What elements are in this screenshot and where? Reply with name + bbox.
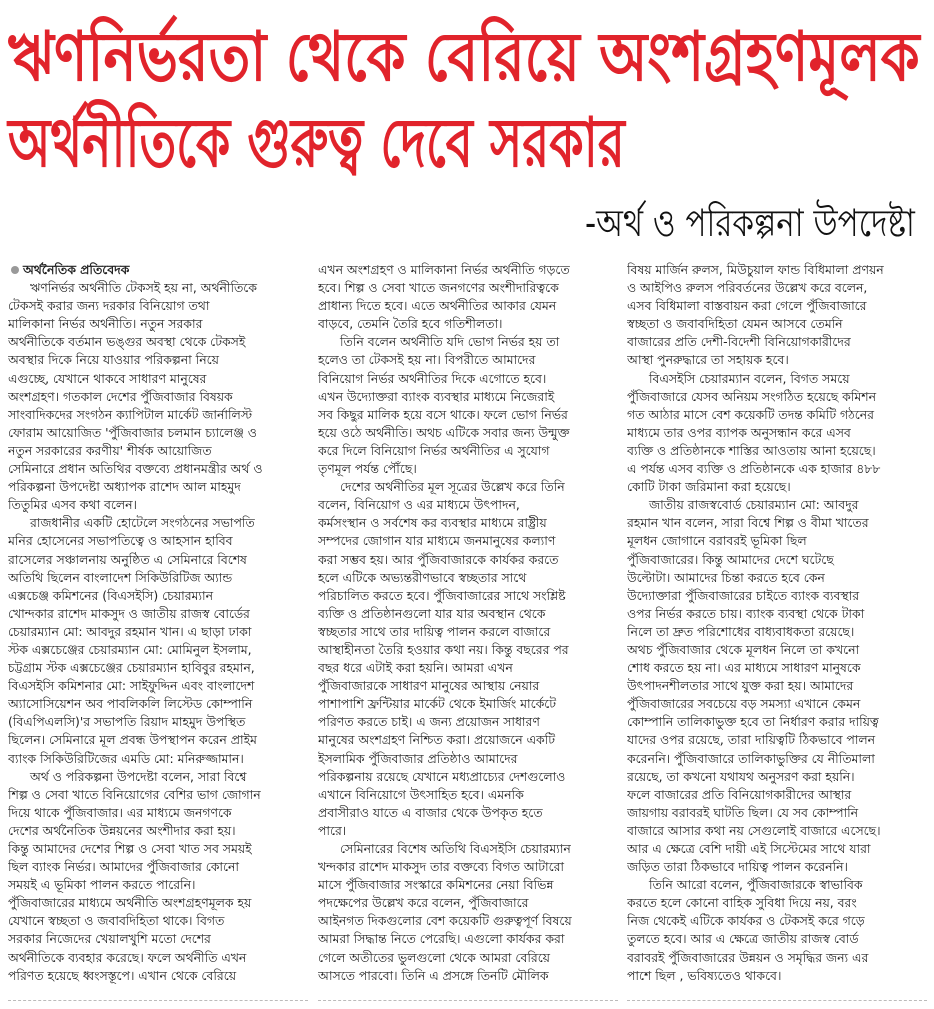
article-line: উৎপাদনশীলতার সাথে যুক্ত করা হয়। আমাদের bbox=[627, 678, 854, 694]
article-line: এসব বিধিমালা বাস্তবায়ন করা গেলে পুঁজিবাজারে bbox=[627, 298, 867, 314]
article-line: নিজ থেকেই এটিকে কার্যকর ও টেকসই করে গড়ে bbox=[627, 913, 865, 929]
article-line: জড়িত তারা ঠিকভাবে দায়িত্ব পালন করেননি। bbox=[627, 859, 848, 875]
article-line: ব্যক্তি ও প্রতিষ্ঠানকে শাস্তির আওতায় আনা হয়েছে। bbox=[627, 442, 876, 458]
article-line: ঋণনির্ভর অর্থনীতি টেকসই হয় না, অর্থনীতিকে bbox=[30, 280, 257, 296]
headline-attribution: -অর্থ ও পরিকল্পনা উপদেষ্টা bbox=[585, 201, 915, 245]
article-line: ফোরাম আয়োজিত 'পুঁজিবাজার চলমান চ্যালেঞ্জ ও bbox=[8, 424, 257, 440]
article-line: বিষয় মার্জিন রুলস, মিউচুয়াল ফান্ড বিধিমালা প্রণয়ন bbox=[627, 262, 884, 277]
article-line: খোন্দকার রাশেদ মাকসুদ ও জাতীয় রাজস্ব বোর্ডের bbox=[8, 605, 250, 621]
article-line: প্রবাসীরাও যাতে এ বাজার থেকে উপকৃত হতে bbox=[318, 804, 543, 820]
article-line: পরিণত করতে চাই। এ জন্য প্রয়োজন সাধারণ bbox=[318, 714, 540, 730]
article-line: অ্যাসোসিয়েশন অব পাবলিকলি লিস্টেড কোম্পানি bbox=[8, 696, 253, 712]
article-line: আইনগত দিকগুলোর বেশ কয়েকটি গুরুত্বপূর্ণ বিষয়ে bbox=[318, 913, 572, 929]
headline-line-2: অর্থনীতিকে গুরুত্ব দেবে সরকার bbox=[8, 104, 625, 183]
article-line: মূলধন জোগানে বরাবরই ভূমিকা ছিল bbox=[627, 533, 807, 549]
article-line: অবস্থার দিকে নিয়ে যাওয়ার পরিকল্পনা নিয়ে bbox=[8, 352, 219, 368]
article-line: অথচ পুঁজিবাজার থেকে মূলধন নিলে তা কখনো bbox=[627, 641, 860, 657]
article-line: আসতে পারবো। তিনি এ প্রসঙ্গে তিনটি মৌলিক bbox=[318, 967, 549, 983]
article-line: বছর ধরে এটাই করা হয়নি। আমরা এখন bbox=[318, 660, 513, 676]
article-line: যাদের ওপর রয়েছে, তারা দায়িত্বটি ঠিকভাবে পালন bbox=[627, 732, 876, 748]
article-line: পদক্ষেপের উল্লেখ করে বলেন, পুঁজিবাজারে bbox=[318, 895, 529, 911]
article-line: প্রাধান্য দিতে হবে। এতে অর্থনীতির আকার যেমন bbox=[318, 298, 557, 314]
article-line: সব কিছুর মালিক হয়ে বসে থাকে। ফলে ভোগ নির্ভর bbox=[318, 406, 568, 422]
article-line: রাজধানীর একটি হোটেলে সংগঠনের সভাপতি bbox=[30, 515, 255, 531]
article-line: পুঁজিবাজারের। কিন্তু আমাদের দেশে ঘটেছে bbox=[627, 551, 834, 567]
article-line: সময়ই এ ভূমিকা পালন করতে পারেনি। bbox=[8, 877, 196, 893]
article-line: উদ্যোক্তারা পুঁজিবাজারের চাইতে ব্যাংক ব্যবস্থার bbox=[627, 587, 860, 603]
article-column-1 bbox=[8, 261, 310, 985]
article-line: ইসলামিক পুঁজিবাজার প্রতিষ্ঠাও আমাদের bbox=[318, 750, 518, 766]
article-line: পরিকল্পনা উপদেষ্টা অধ্যাপক রাশেদ আল মাহমুদ bbox=[8, 479, 241, 495]
article-line: অর্থনীতিকে বর্তমান ভঙ্গুর অবস্থা থেকে টেকসই bbox=[8, 334, 246, 350]
article-line: খন্দকার রাশেদ মাকসুদ তার বক্তব্যে বিগত আটারো bbox=[318, 859, 565, 875]
article-line: সেমিনারের বিশেষ অতিথি বিএসইসি চেয়ারম্যান bbox=[340, 841, 571, 856]
article-line: অতিথি ছিলেন বাংলাদেশ সিকিউরিটিজ অ্যান্ড bbox=[8, 569, 233, 585]
byline bbox=[8, 261, 310, 279]
article-line: হলে এটিকে অভ্যন্তরীণভাবে স্বচ্ছতার সাথে bbox=[318, 569, 527, 585]
article-line: শোধ করতে হয় না। এর মাধ্যমে সাধারণ মানুষকে bbox=[627, 660, 861, 676]
byline-text: অর্থনৈতিক প্রতিবেদক bbox=[23, 262, 130, 277]
article-line: মানুষের অংশগ্রহণ নিশ্চিত করা। প্রয়োজনে একটি bbox=[318, 732, 555, 748]
article-line: বলেন, বিনিয়োগ ও এর মাধ্যমে উৎপাদন, bbox=[318, 497, 520, 513]
article-line: স্টক এক্সচেঞ্জের চেয়ারম্যান মো: মোমিনুল ইসলাম, bbox=[8, 641, 252, 657]
article-line: জায়গায় বরাবরই ঘাটতি ছিল। যে সব কোম্পানি bbox=[627, 804, 859, 820]
article-line: মাধ্যমে তার ওপর ব্যাপক অনুসন্ধান করে এসব bbox=[627, 424, 851, 440]
headline-line-1: ঋণনির্ভরতা থেকে বেরিয়ে অংশগ্রহণমূলক bbox=[8, 18, 920, 97]
article-line: পরিচালিত করতে হবে। পুঁজিবাজারের সাথে সংশ্লিষ্ট bbox=[318, 587, 566, 603]
article-line: বরাবরই পুঁজিবাজারের উন্নয়ন ও সমৃদ্ধির জন্য এর bbox=[627, 949, 869, 965]
article-line: অর্থ ও পরিকল্পনা উপদেষ্টা বলেন, সারা বিশ্বে bbox=[30, 768, 247, 784]
article-line: শিল্প ও সেবা খাতে বিনিয়োগের বেশির ভাগ জোগান bbox=[8, 786, 261, 802]
article-line: তৃণমূল পর্যন্ত পৌঁছে। bbox=[318, 461, 417, 477]
article-line: এগুচ্ছে, যেখানে থাকবে সাধারণ মানুষের bbox=[8, 370, 207, 386]
article-line: এ পর্যন্ত এসব ব্যক্তি ও প্রতিষ্ঠানকে এক হাজার ৪৮৮ bbox=[627, 461, 881, 477]
article-line: উল্টোটা। আমাদের চিন্তা করতে হবে কেন bbox=[627, 569, 825, 585]
article-line: রয়েছে, তা কখনো যথাযথ অনুসরণ করা হয়নি। bbox=[627, 768, 855, 784]
article-line: স্বচ্ছতা ও জবাবদিহিতা যেমন আসবে তেমনি bbox=[627, 316, 843, 332]
article-line: পুঁজিবাজারের সবচেয়ে বড় সমস্যা এখানে কেমন bbox=[627, 696, 861, 712]
article-line: দেশের অর্থনৈতিক উন্নয়নের অংশীদার করা হয়। bbox=[8, 822, 236, 838]
article-line: কিন্তু আমাদের দেশের শিল্প ও সেবা খাত সব সময়ই bbox=[8, 841, 252, 856]
article-line: রাসেলের সঞ্চালনায় অনুষ্ঠিত এ সেমিনারে বিশেষ bbox=[8, 551, 247, 567]
article-line: ব্যক্তি ও প্রতিষ্ঠানগুলো যার যার অবস্থান থেকে bbox=[318, 605, 546, 621]
divider bbox=[8, 1000, 308, 1001]
article-line: মনির হোসেনের সভাপতিত্বে ও আহসান হাবিব bbox=[8, 533, 233, 549]
article-line: তিতুমির এসব কথা বলেন। bbox=[8, 497, 137, 513]
article-line: করে দিলে বিনিয়োগ নির্ভর অর্থনীতির এ সুযোগ bbox=[318, 442, 550, 458]
article-column-2 bbox=[318, 261, 620, 985]
article-line: সরকার নিজেদের খেয়ালখুশি মতো দেশের bbox=[8, 931, 211, 947]
article-line: তিনি আরো বলেন, পুঁজিবাজারকে স্বাভাবিক bbox=[649, 877, 863, 893]
article-line: আমরা সিদ্ধান্ত নিতে পেরেছি। এগুলো কার্যকর করা bbox=[318, 931, 565, 947]
article-line: বাড়বে, তেমনি তৈরি হবে গতিশীলতা। bbox=[318, 316, 503, 332]
article-line: তুলতে হবে। আর এ ক্ষেত্রে জাতীয় রাজস্ব বোর্ড bbox=[627, 931, 859, 947]
article-line: চট্টগ্রাম স্টক এক্সচেঞ্জের চেয়ারম্যান হাবিবুর রহমান, bbox=[8, 660, 255, 676]
article-line: করতে হলে কোনো বাহিক সুবিধা দিয়ে নয়, বরং bbox=[627, 895, 857, 911]
article-line: টেকসই করার জন্য দরকার বিনিয়োগ তথা bbox=[8, 298, 210, 314]
article-line: যেখানে স্বচ্ছতা ও জবাবদিহিতা থাকে। বিগত bbox=[8, 913, 225, 929]
divider bbox=[318, 1000, 618, 1001]
article-line: কোম্পানি তালিকাভুক্ত হবে তা নির্ধারণ করার দায়িত্ব bbox=[627, 714, 879, 730]
article-line: সাংবাদিকদের সংগঠন ক্যাপিটাল মার্কেট জার্নালিস্ট bbox=[8, 406, 252, 422]
article-line: নতুন সরকারের করণীয়' শীর্ষক আয়োজিত bbox=[8, 442, 212, 458]
article-line: চেয়ারম্যান মো: আবদুর রহমান খান। এ ছাড়া ঢাকা bbox=[8, 623, 252, 639]
article-line: করা সম্ভব হয়। আর পুঁজিবাজারকে কার্যকর করতে bbox=[318, 551, 559, 567]
article-line: বিনিয়োগ নির্ভর অর্থনীতির দিকে এগোতে হবে। bbox=[318, 370, 547, 386]
article-line: দেশের অর্থনীতির মূল সূত্রের উল্লেখ করে তিনি bbox=[340, 479, 565, 495]
article-line: রহমান খান বলেন, সারা বিশ্বে শিল্প ও বীমা খাতের bbox=[627, 515, 869, 531]
article-line: এখানে বিনিয়োগে উৎসাহিত হবে। এমনকি bbox=[318, 786, 524, 802]
article-line: পরিণত হয়েছে ধ্বংসস্তূপে। এখান থেকে বেরিয়ে bbox=[8, 967, 236, 983]
article-line: পরিকল্পনায় রয়েছে যেখানে মধ্যপ্রাচ্যের দেশগুলোও bbox=[318, 768, 566, 784]
article-line: পুঁজিবাজারকে সাধারণ মানুষের আস্থায় নেয়ার bbox=[318, 678, 540, 694]
article-line: এখন উদ্যোক্তরা ব্যাংক ব্যবস্থার মাধ্যমে নিজেরাই bbox=[318, 388, 555, 404]
bullet-icon bbox=[11, 266, 19, 274]
article-line: তিনি বলেন অর্থনীতি যদি ভোগ নির্ভর হয় তা bbox=[340, 334, 560, 350]
article-line: অংশগ্রহণ। গতকাল দেশের পুঁজিবাজার বিষয়ক bbox=[8, 388, 233, 404]
article-line: হলেও তা টেকসই হয় না। বিপরীতে আমাদের bbox=[318, 352, 536, 368]
article-line: সম্পদের জোগান যার মাধ্যমে জনমানুষের কল্যাণ bbox=[318, 533, 556, 549]
article-line: পুঁজিবাজারের মাধ্যমে অর্থনীতি অংশগ্রহণমূলক হয় bbox=[8, 895, 252, 911]
article-line: স্বচ্ছতার সাথে তার দায়িত্ব পালন করলে বাজারে bbox=[318, 623, 551, 639]
article-line: দিয়ে থাকে পুঁজিবাজার। এর মাধ্যমে জনগণকে bbox=[8, 804, 232, 820]
article-line: কোটি টাকা জরিমানা করা হয়েছে। bbox=[627, 479, 791, 495]
article-line: পাশাপাশি ফ্রন্টিয়ার মার্কেট থেকে ইমার্জিং মার্কেটে bbox=[318, 696, 556, 712]
article-line: ছিল ব্যাংক নির্ভর। আমাদের পুঁজিবাজার কোনো bbox=[8, 859, 239, 875]
article-line: পাশে ছিল , ভবিষ্যতেও থাকবে। bbox=[627, 967, 782, 983]
article-line: গেলে অতীতের ভুলগুলো থেকে আমরা বেরিয়ে bbox=[318, 949, 550, 965]
article-line: সেমিনারে প্রধান অতিথির বক্তব্যে প্রধানমন্ত্রীর অর্থ ও bbox=[8, 461, 263, 477]
article-line: জাতীয় রাজস্ববোর্ড চেয়ারম্যান মো: আবদুর bbox=[649, 497, 859, 513]
article-line: মালিকানা নির্ভর অর্থনীতি। নতুন সরকার bbox=[8, 316, 203, 332]
article-line: এখন অংশগ্রহণ ও মালিকানা নির্ভর অর্থনীতি গড়তে bbox=[318, 262, 570, 277]
article-line: ফলে বাজারের প্রতি বিনিয়োগকারীদের আস্থার bbox=[627, 786, 852, 802]
article-line: ও আইপিও রুলস পরিবর্তনের উল্লেখ করে বলেন, bbox=[627, 280, 868, 296]
article-line: বিএসইসি চেয়ারম্যান বলেন, বিগত সময়ে bbox=[649, 370, 850, 386]
article-line: আস্থাহীনতা তৈরি হওয়ার কথা নয়। কিন্তু বছরের পর bbox=[318, 641, 569, 657]
article-column-3 bbox=[627, 261, 929, 985]
article-line: হবে। শিল্প ও সেবা খাতে জনগণের অংশীদারিত্বকে bbox=[318, 280, 559, 296]
divider bbox=[627, 1000, 927, 1001]
article-line: হয়ে ওঠে অর্থনীতি। অথচ এটিকে সবার জন্য উন্মুক্ত bbox=[318, 424, 570, 440]
article-line: আর এ ক্ষেত্রে বেশি দায়ী এই সিস্টেমের সাথে যারা bbox=[627, 841, 871, 856]
article-line: করেননি। পুঁজিবাজারে তালিকাভুক্তির যে নীতিমালা bbox=[627, 750, 875, 766]
article-line: গত আঠার মাসে বেশ কয়েকটি তদন্ত কমিটি গঠনের bbox=[627, 406, 874, 422]
article-line: কর্মসংস্থান ও সর্বশেষ কর ব্যবস্থার মাধ্যমে রাষ্ট্রীয় bbox=[318, 515, 547, 531]
article-line: (বিএপিএলসি)'র সভাপতি রিয়াদ মাহমুদ উপস্থিত bbox=[8, 714, 246, 730]
article-line: পারে। bbox=[318, 822, 347, 838]
article-line: ব্যাংক সিকিউরিটিজের এমডি মো: মনিরুজ্জামান। bbox=[8, 750, 244, 766]
article-line: আস্থা পুনরুদ্ধারে তা সহায়ক হবে। bbox=[627, 352, 789, 368]
article-line: ওপর নির্ভর করতে চায়। ব্যাংক ব্যবস্থা থেকে টাকা bbox=[627, 605, 865, 621]
article-line: এক্সচেঞ্জ কমিশনের (বিএসইসি) চেয়ারম্যান bbox=[8, 587, 213, 603]
article-line: বিএসইসি কমিশনার মো: সাইফুদ্দিন এবং বাংলাদেশ bbox=[8, 678, 255, 694]
article-line: নিলে তা দ্রুত পরিশোধের বাধ্যবাধকতা রয়েছে। bbox=[627, 623, 855, 639]
article-line: অর্থনীতিকে ব্যবহার করেছে। ফলে অর্থনীতি এখন bbox=[8, 949, 247, 965]
article-line: ছিলেন। সেমিনারে মূল প্রবন্ধ উপস্থাপন করেন প্রাইম bbox=[8, 732, 257, 748]
article-line: বাজারে আসার কথা নয় সেগুলোই বাজারে এসেছে। bbox=[627, 822, 881, 838]
article-line: মাসে পুঁজিবাজার সংস্কারে কমিশনের নেয়া বিভিন্ন bbox=[318, 877, 554, 893]
article-line: বাজারের প্রতি দেশী-বিদেশী বিনিয়োগকারীদের bbox=[627, 334, 851, 350]
article-line: পুঁজিবাজারে যেসব অনিয়ম সংগঠিত হয়েছে কমিশন bbox=[627, 388, 876, 404]
